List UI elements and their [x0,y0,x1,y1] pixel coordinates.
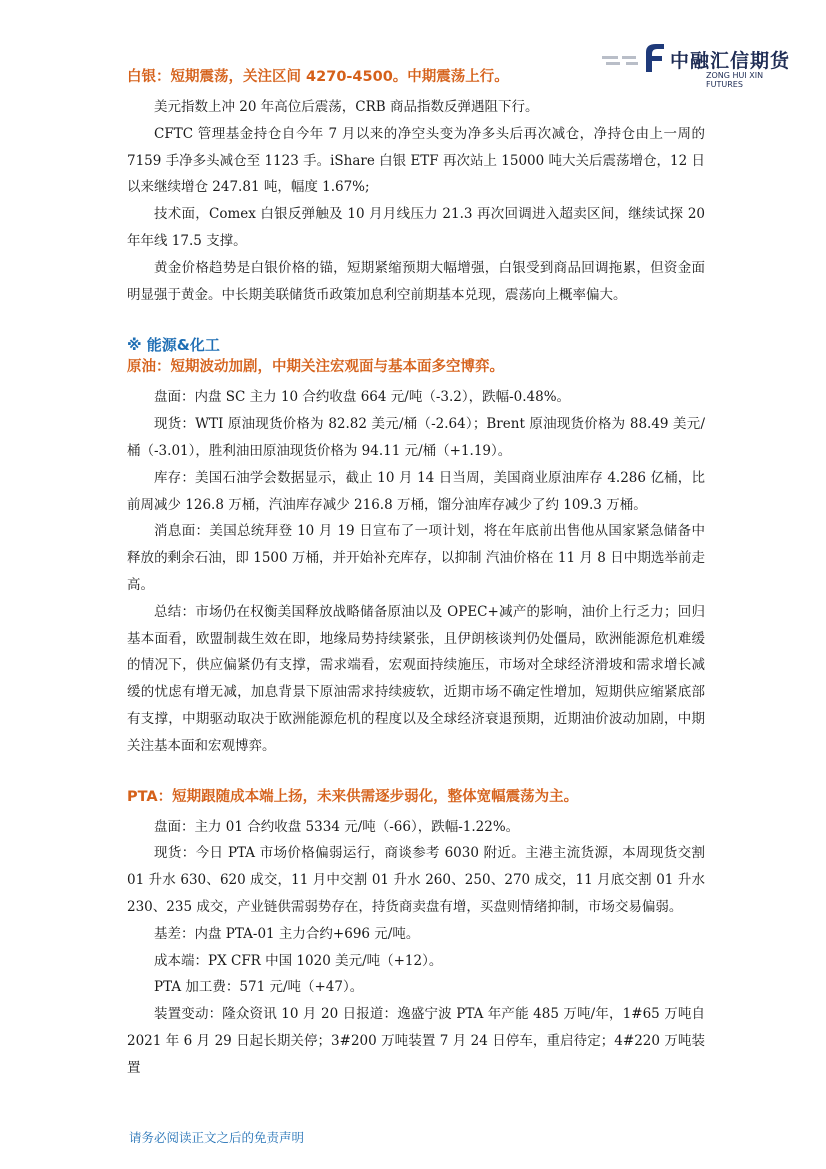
silver-heading: 白银：短期震荡，关注区间 4270-4500。中期震荡上行。 [127,69,509,85]
disclaimer-footer: 请务必阅读正文之后的免责声明 [129,1130,305,1145]
brand-subtitle: ZONG HUI XIN FUTURES [706,71,764,89]
pta-paragraph: 现货：今日 PTA 市场价格偏弱运行，商谈参考 6030 附近。主港主流货源，本周现货交割 01 升水 630、620 成交，11 月中交割 01 升水 260、250、270 成交，11 月底交割 01 升水 230、235 成交，产业链供需弱势存在，持货商卖盘有增，买盘则情绪抑制，市场交易偏弱。 [127,845,705,915]
crude-heading: 原油：短期波动加剧，中期关注宏观面与基本面多空博弈。 [127,359,504,376]
crude-paragraph: 现货：WTI 原油现货价格为 82.82 美元/桶（-2.64）；Brent 原油现货价格为 88.49 美元/桶（-3.01），胜利油田原油现货价格为 94.11 元/桶（+1.19）。 [127,416,705,459]
crude-paragraph: 总结：市场仍在权衡美国释放战略储备原油以及 OPEC+减产的影响，油价上行乏力；回归基本面看，欧盟制裁生效在即，地缘局势持续紧张，且伊朗核谈判仍处僵局，欧洲能源危机难缓的情况下，供应偏紧仍有支撑，需求端看，宏观面持续施压，市场对全球经济滑坡和需求增长减缓的忧虑有增无减，加息背景下原油需求持续疲软，近期市场不确定性增加，短期供应缩紧底部有支撑，中期驱动取决于欧洲能源危机的程度以及全球经济衰退预期，近期油价波动加剧，中期关注基本面和宏观博弈。 [127,603,705,754]
silver-paragraph: CFTC 管理基金持仓自今年 7 月以来的净空头变为净多头后再次减仓，净持仓由上一周的 7159 手净多头减仓至 1123 手。iShare 白银 ETF 再次站上 15000 吨大关后震荡增仓，12 日以来继续增仓 247.81 吨，幅度 1.67%; [127,125,705,196]
report-body [127,66,705,1082]
energy-section-heading: ※ 能源&化工 [127,336,220,355]
brand-name: 中融汇信期货 [670,50,791,72]
crude-paragraph: 库存：美国石油学会数据显示，截止 10 月 14 日当周，美国商业原油库存 4.286 亿桶，比前周减少 126.8 万桶，汽油库存减少 216.8 万桶，馏分油库存减少了约 109.3 万桶。 [127,469,705,513]
pta-paragraph: 盘面：主力 01 合约收盘 5334 元/吨（-66），跌幅-1.22%。 [154,818,520,835]
silver-paragraph: 黄金价格趋势是白银价格的锚，短期紧缩预期大幅增强，白银受到商品回调拖累，但资金面明显强于黄金。中长期美联储货币政策加息利空前期基本兑现，震荡向上概率偏大。 [127,259,705,303]
pta-heading: PTA：短期跟随成本端上扬，未来供需逐步弱化，整体宽幅震荡为主。 [127,788,579,805]
crude-paragraph: 消息面：美国总统拜登 10 月 19 日宣布了一项计划，将在年底前出售他从国家紧急储备中释放的剩余石油，即 1500 万桶，并开始补充库存，以抑制 汽油价格在 11 月 8 日中期选举前走高。 [127,523,705,593]
silver-paragraph: 技术面，Comex 白银反弹触及 10 月月线压力 21.3 再次回调进入超卖区间，继续试探 20 年年线 17.5 支撑。 [127,206,705,249]
pta-paragraph: 基差：内盘 PTA-01 主力合约+696 元/吨。 [154,925,420,942]
silver-paragraph: 美元指数上冲 20 年高位后震荡，CRB 商品指数反弹遇阻下行。 [154,99,539,115]
pta-paragraph: PTA 加工费：571 元/吨（+47）。 [154,979,364,996]
pta-paragraph: 成本端：PX CFR 中国 1020 美元/吨（+12）。 [154,952,443,969]
crude-paragraph: 盘面：内盘 SC 主力 10 合约收盘 664 元/吨（-3.2），跌幅-0.48%。 [154,389,571,406]
pta-paragraph: 装置变动：隆众资讯 10 月 20 日报道：逸盛宁波 PTA 年产能 485 万吨/年，1#65 万吨自 2021 年 6 月 29 日起长期关停；3#200 万吨装置 7 月 24 日停车，重启待定；4#220 万吨装置 [127,1006,705,1076]
